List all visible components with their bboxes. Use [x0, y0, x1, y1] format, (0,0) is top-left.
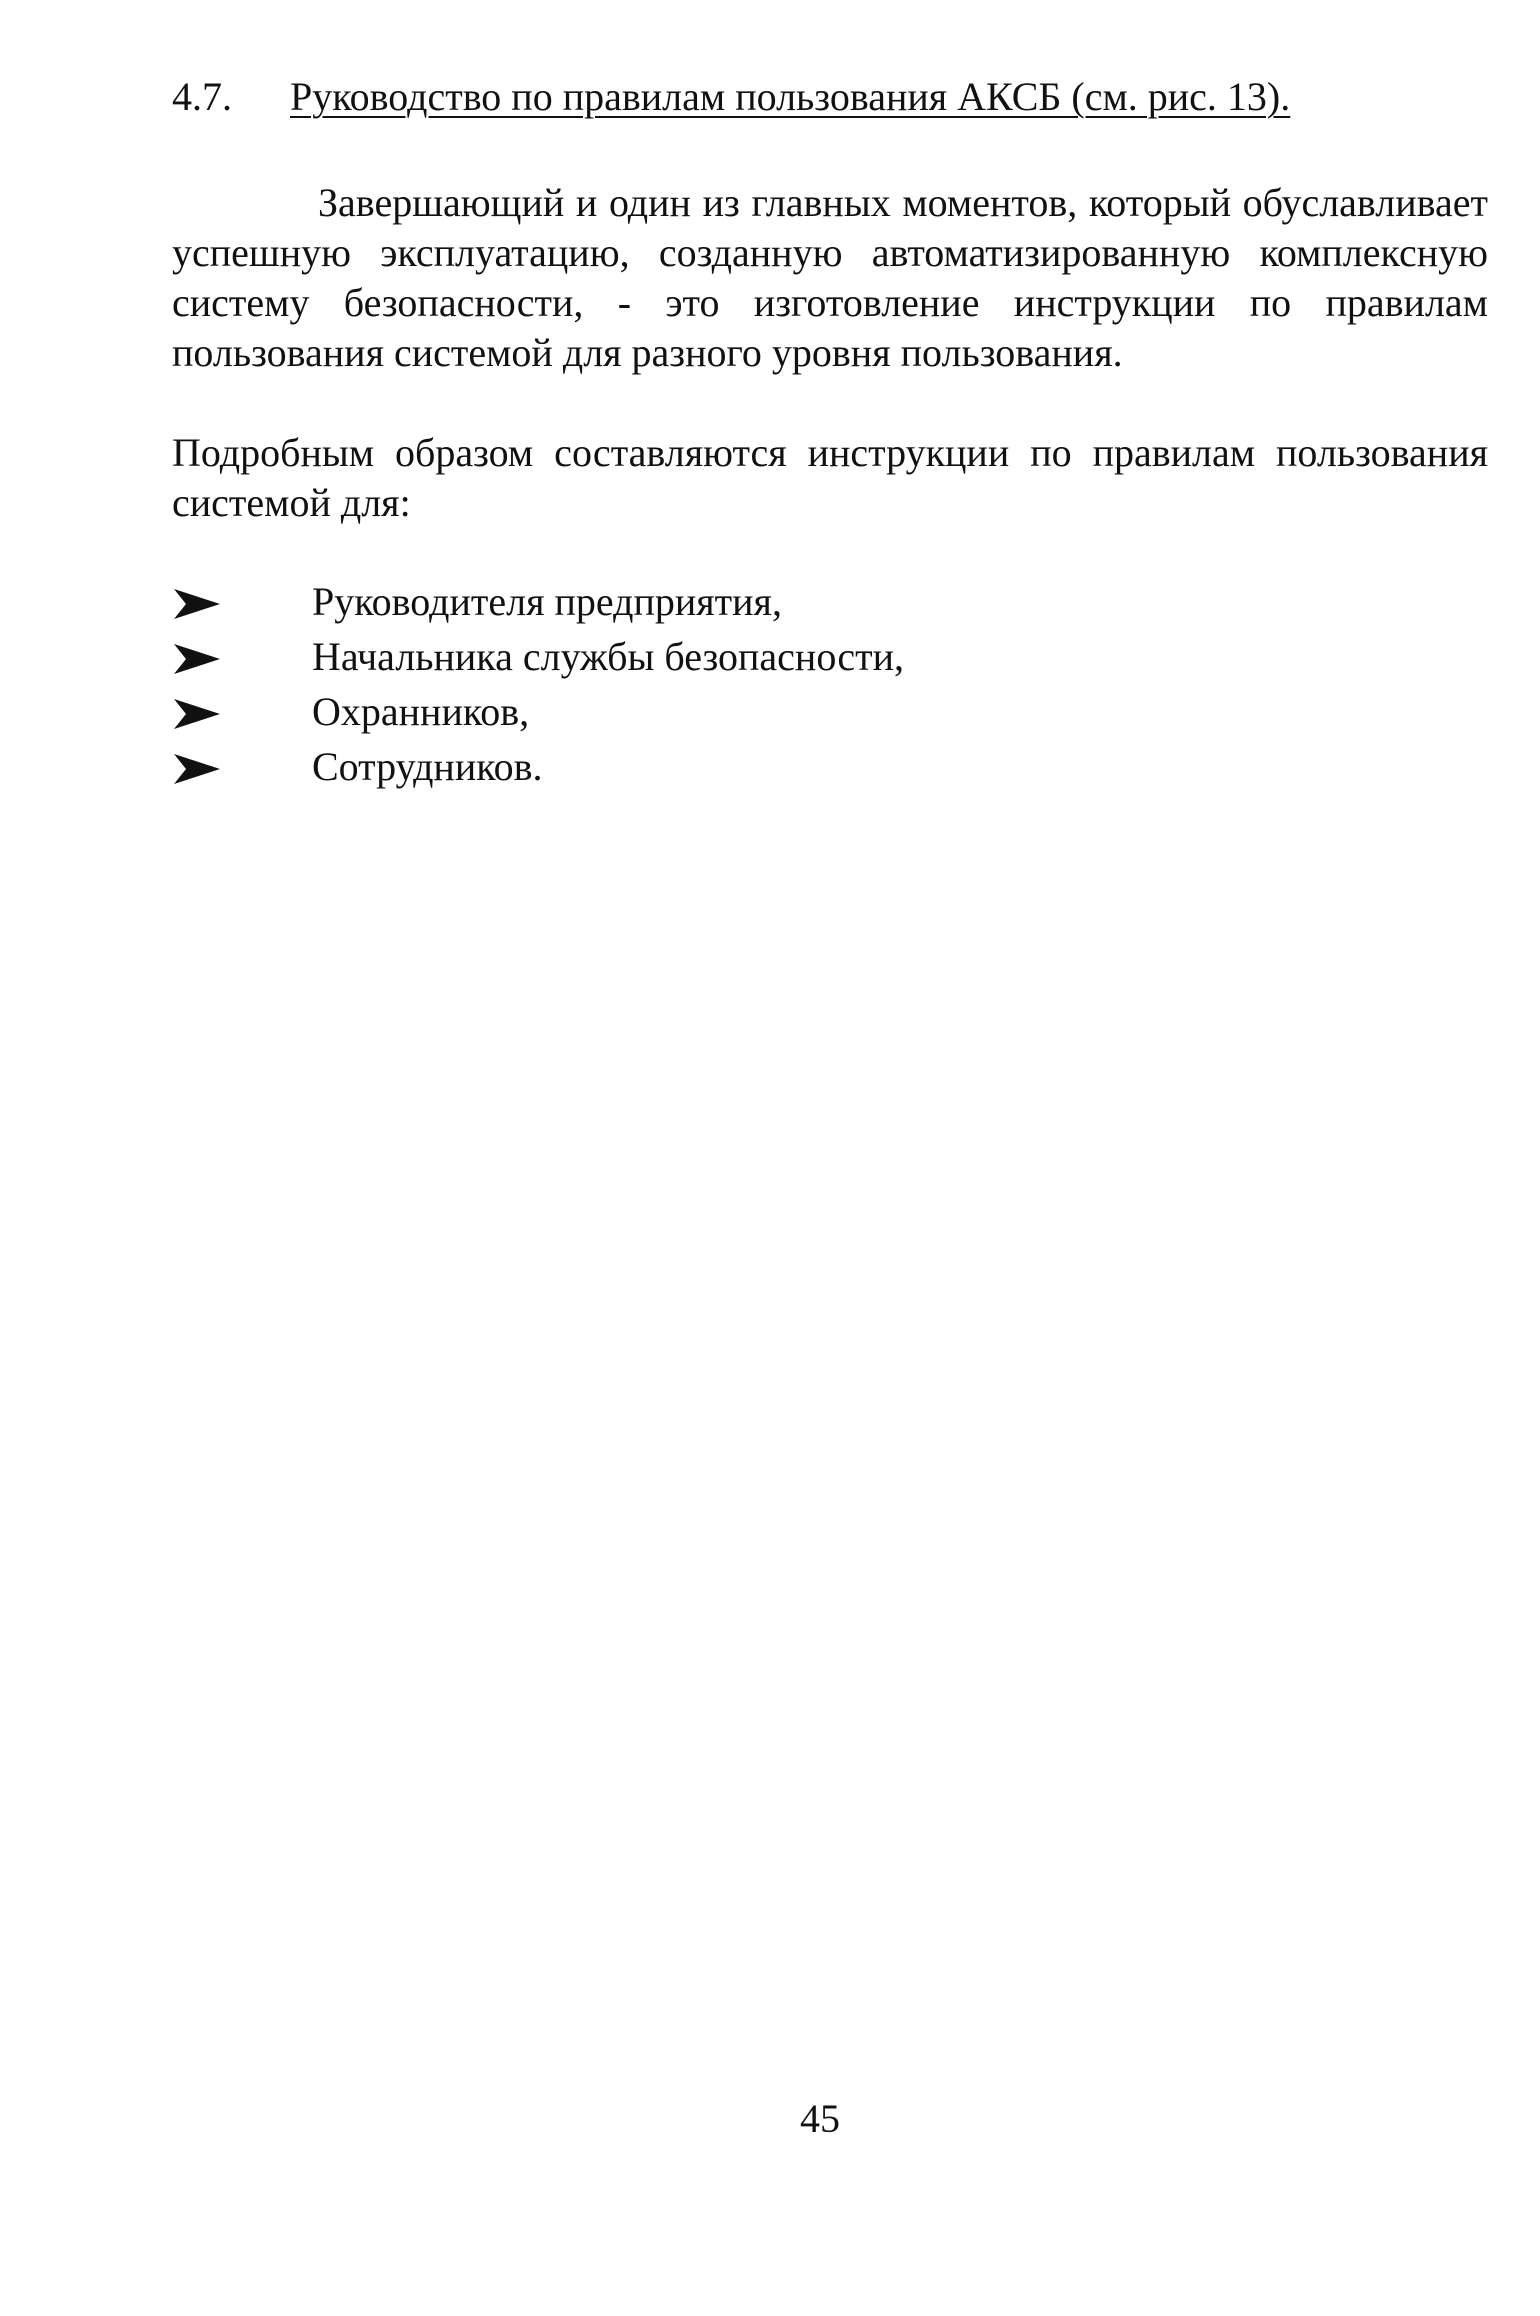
- section-heading: [172, 72, 1290, 122]
- list-item-label: Руководителя предприятия,: [312, 579, 782, 624]
- arrowhead-bullet-icon: [172, 752, 222, 786]
- arrowhead-bullet-icon: [172, 587, 222, 621]
- arrowhead-bullet-icon: [172, 642, 222, 676]
- paragraph-instructions: Подробным образом составляются инструкции по правилам пользования системой для:: [172, 430, 1488, 525]
- arrowhead-bullet-icon: [172, 697, 222, 731]
- list-item-label: Охранников,: [312, 689, 530, 734]
- list-item-label: Начальника службы безопасности,: [312, 634, 904, 679]
- list-item-label: Сотрудников.: [312, 744, 543, 789]
- section-number: 4.7.: [172, 74, 232, 119]
- paragraph-intro: Завершающий и один из главных моментов, который обуславливает успешную эксплуатацию, созданную автоматизированную комплексную систему безопасности, - это изготовление инструкции по правилам пользования системой для разного уровня пользования.: [172, 180, 1488, 375]
- section-title: Руководство по правилам пользования АКСБ (см. рис. 13).: [290, 74, 1291, 119]
- page-number: 45: [800, 2096, 840, 2141]
